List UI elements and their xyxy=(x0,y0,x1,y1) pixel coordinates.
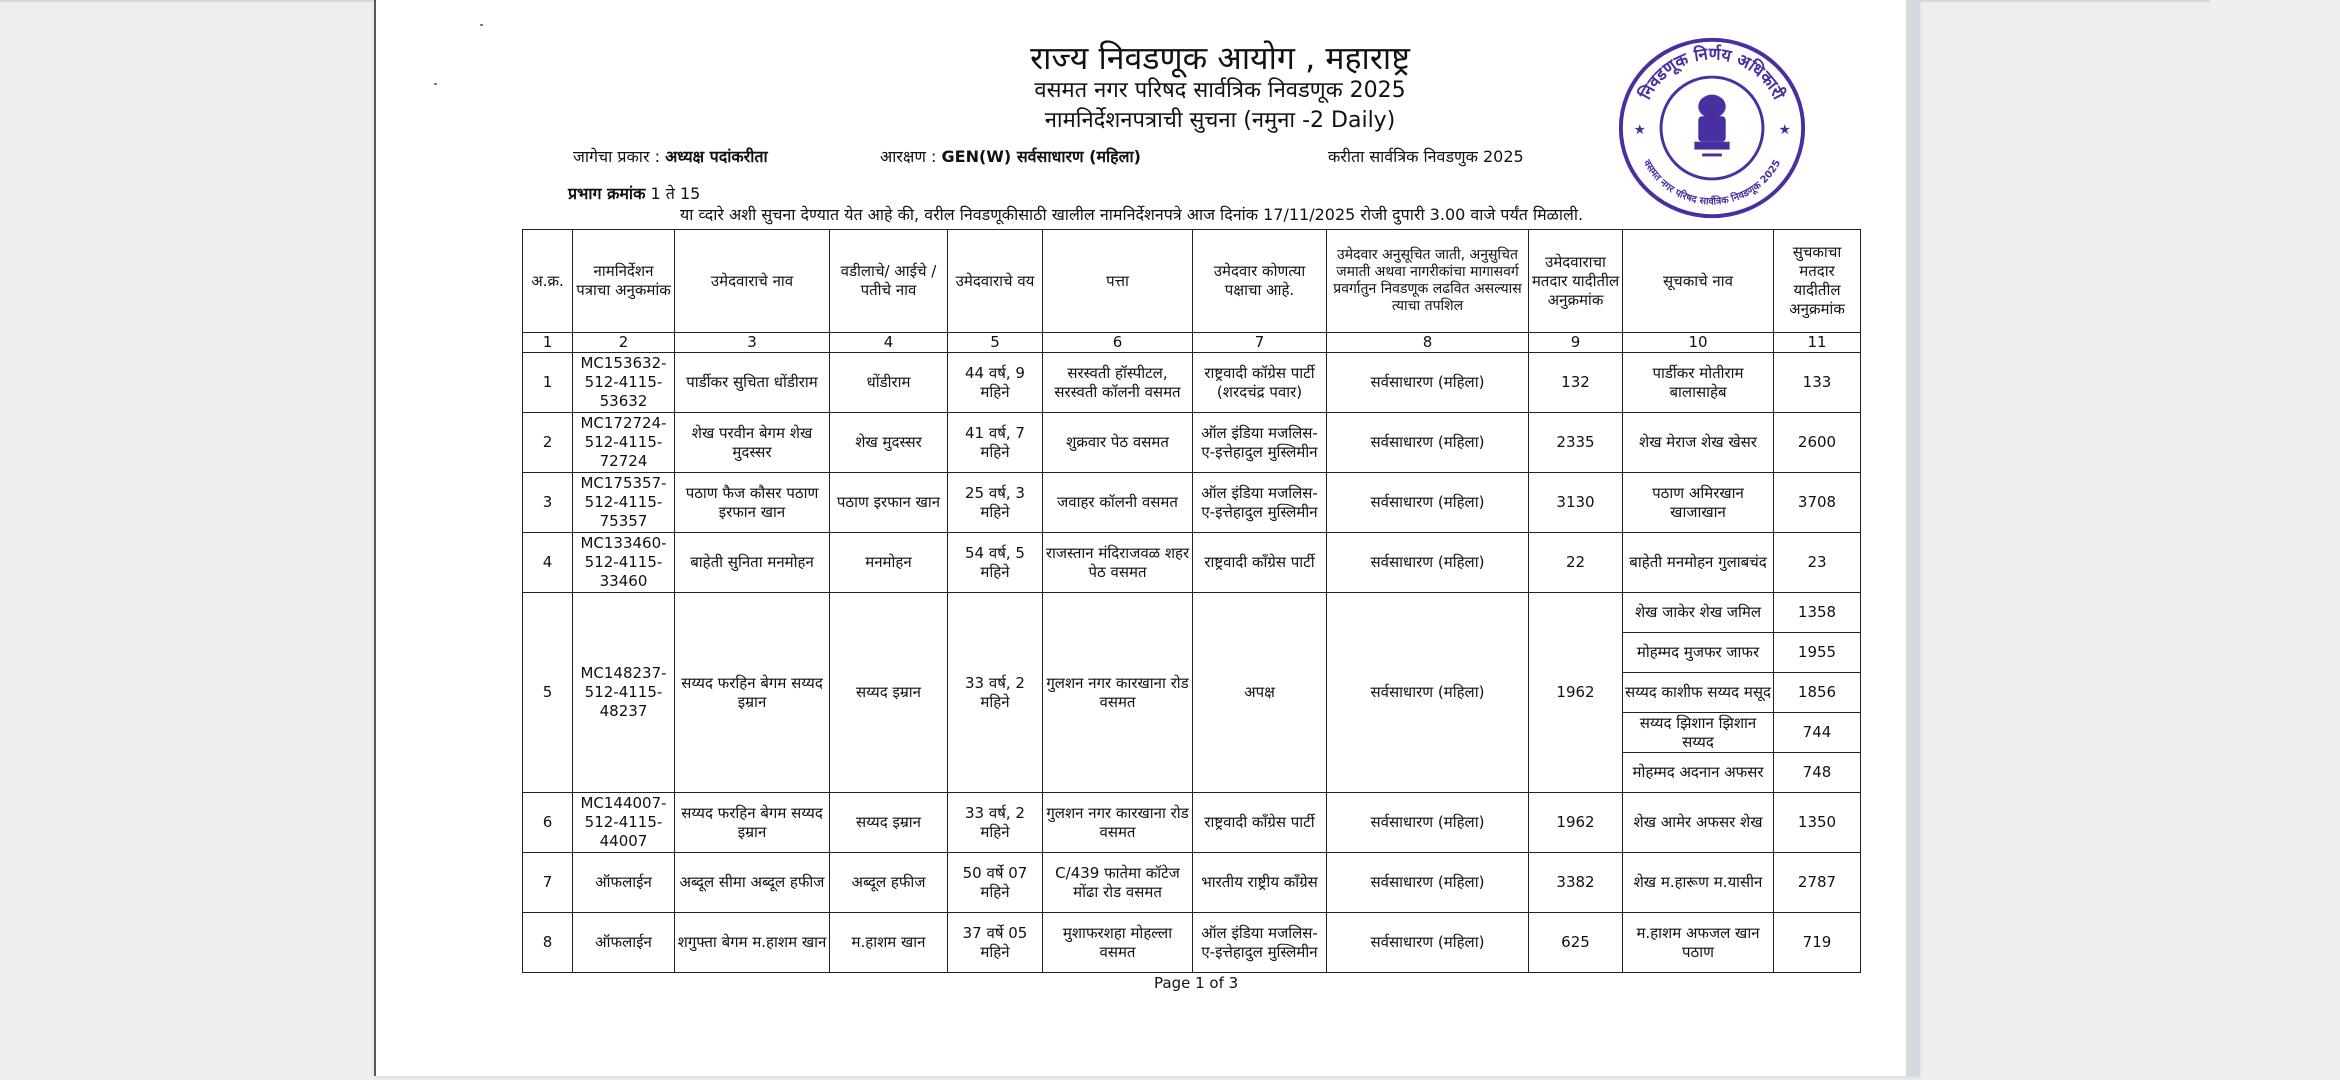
cell-proposer-voter-no: 133 xyxy=(1774,353,1861,413)
cell-address: C/439 फातेमा कॉटेज मोंढा रोड वसमत xyxy=(1043,853,1193,913)
cell-proposer: बाहेती मनमोहन गुलाबचंद xyxy=(1623,533,1774,593)
cell-category: सर्वसाधारण (महिला) xyxy=(1327,853,1529,913)
col-number: 5 xyxy=(948,333,1043,353)
election-officer-seal-icon xyxy=(1614,30,1810,226)
cell-voter-no: 22 xyxy=(1529,533,1623,593)
col-number: 6 xyxy=(1043,333,1193,353)
cell-party: राष्ट्रवादी कॉंग्रेस पार्टी xyxy=(1193,533,1327,593)
seat-type xyxy=(573,146,768,168)
cell-candidate: पठाण फैज कौसर पठाण इरफान खान xyxy=(675,473,830,533)
title-election: वसमत नगर परिषद सार्वत्रिक निवडणूक 2025 xyxy=(1034,78,1406,103)
cell-candidate: पार्डीकर सुचिता धोंडीराम xyxy=(675,353,830,413)
cell-party: अपक्ष xyxy=(1193,593,1327,793)
table-row xyxy=(523,913,1861,973)
col-number: 8 xyxy=(1327,333,1529,353)
cell-relative: मनमोहन xyxy=(830,533,948,593)
seat-type-label: जागेचा प्रकार : xyxy=(573,147,660,166)
table-row xyxy=(523,473,1861,533)
cell-sr: 4 xyxy=(523,533,573,593)
cell-address: सरस्वती हॉस्पीटल, सरस्वती कॉलनी वसमत xyxy=(1043,353,1193,413)
table-row xyxy=(523,533,1861,593)
cell-category: सर्वसाधारण (महिला) xyxy=(1327,353,1529,413)
cell-party: राष्ट्रवादी कॉंग्रेस पार्टी xyxy=(1193,793,1327,853)
cell-age: 37 वर्षे 05 महिने xyxy=(948,913,1043,973)
table-row xyxy=(523,593,1861,633)
cell-proposer: सय्यद काशीफ सय्यद मसूद xyxy=(1623,673,1774,713)
cell-nomination-no: MC175357-512-4115-75357 xyxy=(573,473,675,533)
cell-sr: 2 xyxy=(523,413,573,473)
table-header-row xyxy=(523,230,1861,333)
nomination-table xyxy=(522,229,1861,973)
table-row xyxy=(523,853,1861,913)
cell-relative: पठाण इरफान खान xyxy=(830,473,948,533)
cell-proposer-voter-no: 2787 xyxy=(1774,853,1861,913)
header-address: पत्ता xyxy=(1043,230,1193,333)
cell-party: राष्ट्रवादी कॉग्रेस पार्टी (शरदचंद्र पवार) xyxy=(1193,353,1327,413)
cell-proposer-voter-no: 1856 xyxy=(1774,673,1861,713)
reservation-value: GEN(W) सर्वसाधारण (महिला) xyxy=(941,147,1141,166)
col-number: 7 xyxy=(1193,333,1327,353)
cell-proposer-voter-no: 2600 xyxy=(1774,413,1861,473)
cell-voter-no: 2335 xyxy=(1529,413,1623,473)
table-row xyxy=(523,353,1861,413)
title-commission: राज्य निवडणूक आयोग , महाराष्ट्र xyxy=(1030,39,1410,77)
cell-proposer-voter-no: 23 xyxy=(1774,533,1861,593)
cell-address: शुक्रवार पेठ वसमत xyxy=(1043,413,1193,473)
cell-relative: सय्यद इम्रान xyxy=(830,593,948,793)
cell-proposer: मोहम्मद अदनान अफसर xyxy=(1623,753,1774,793)
election-for: करीता सार्वत्रिक निवडणुक 2025 xyxy=(1328,147,1524,166)
header-candidate: उमेदवाराचे नाव xyxy=(675,230,830,333)
cell-proposer: शेख जाकेर शेख जमिल xyxy=(1623,593,1774,633)
ward-label: प्रभाग क्रमांक xyxy=(568,184,646,203)
cell-address: मुशाफरशहा मोहल्ला वसमत xyxy=(1043,913,1193,973)
cell-category: सर्वसाधारण (महिला) xyxy=(1327,473,1529,533)
cell-candidate: अब्दूल सीमा अब्दूल हफीज xyxy=(675,853,830,913)
cell-category: सर्वसाधारण (महिला) xyxy=(1327,413,1529,473)
column-number-row xyxy=(523,333,1861,353)
header-party: उमेदवार कोणत्या पक्षाचा आहे. xyxy=(1193,230,1327,333)
reservation-label: आरक्षण : xyxy=(880,147,937,166)
page-right-edge xyxy=(1906,0,1920,1076)
cell-nomination-no: ऑफलाईन xyxy=(573,913,675,973)
cell-age: 33 वर्ष, 2 महिने xyxy=(948,793,1043,853)
col-number: 9 xyxy=(1529,333,1623,353)
cell-proposer: शेख आमेर अफसर शेख xyxy=(1623,793,1774,853)
cell-relative: धोंडीराम xyxy=(830,353,948,413)
cell-age: 50 वर्षे 07 महिने xyxy=(948,853,1043,913)
cell-relative: शेख मुदस्सर xyxy=(830,413,948,473)
cell-nomination-no: MC153632-512-4115-53632 xyxy=(573,353,675,413)
table-row xyxy=(523,413,1861,473)
cell-proposer-voter-no: 1358 xyxy=(1774,593,1861,633)
cell-sr: 1 xyxy=(523,353,573,413)
cell-sr: 5 xyxy=(523,593,573,793)
cell-relative: म.हाशम खान xyxy=(830,913,948,973)
notice-text: या व्दारे अशी सुचना देण्यात येत आहे की, वरील निवडणूकीसाठी खालील नामनिर्देशनपत्रे आज दिनांक 17/11/2025 रोजी दुपारी 3.00 वाजे पर्यंत मिळाली. xyxy=(680,205,1584,224)
cell-relative: सय्यद इम्रान xyxy=(830,793,948,853)
cell-proposer: शेख मेराज शेख खेसर xyxy=(1623,413,1774,473)
cell-sr: 7 xyxy=(523,853,573,913)
header-relative: वडीलाचे/ आईचे / पतीचे नाव xyxy=(830,230,948,333)
cell-nomination-no: MC148237-512-4115-48237 xyxy=(573,593,675,793)
scan-speck xyxy=(434,83,437,85)
cell-sr: 8 xyxy=(523,913,573,973)
cell-address: जवाहर कॉलनी वसमत xyxy=(1043,473,1193,533)
col-number: 3 xyxy=(675,333,830,353)
cell-age: 33 वर्ष, 2 महिने xyxy=(948,593,1043,793)
cell-category: सर्वसाधारण (महिला) xyxy=(1327,533,1529,593)
col-number: 2 xyxy=(573,333,675,353)
svg-text:वसमत नगर परिषद सार्वत्रिक निवड: वसमत नगर परिषद सार्वत्रिक निवडणूक 2025 xyxy=(1640,158,1784,208)
reservation xyxy=(880,146,1141,168)
cell-proposer-voter-no: 719 xyxy=(1774,913,1861,973)
table-row xyxy=(523,793,1861,853)
cell-age: 44 वर्ष, 9 महिने xyxy=(948,353,1043,413)
cell-candidate: बाहेती सुनिता मनमोहन xyxy=(675,533,830,593)
cell-nomination-no: MC172724-512-4115-72724 xyxy=(573,413,675,473)
col-number: 1 xyxy=(523,333,573,353)
cell-party: ऑल इंडिया मजलिस-ए-इत्तेहादुल मुस्लिमीन xyxy=(1193,913,1327,973)
cell-address: गुलशन नगर कारखाना रोड वसमत xyxy=(1043,793,1193,853)
header-proposer: सूचकाचे नाव xyxy=(1623,230,1774,333)
svg-text:निवडणूक निर्णय अधिकारी: निवडणूक निर्णय अधिकारी xyxy=(1635,44,1789,103)
cell-voter-no: 3382 xyxy=(1529,853,1623,913)
cell-proposer: पार्डीकर मोतीराम बालासाहेब xyxy=(1623,353,1774,413)
cell-proposer-voter-no: 748 xyxy=(1774,753,1861,793)
cell-candidate: शेख परवीन बेगम शेख मुदस्सर xyxy=(675,413,830,473)
cell-age: 41 वर्ष, 7 महिने xyxy=(948,413,1043,473)
header-voter-no: उमेदवाराचा मतदार यादीतील अनुक्रमांक xyxy=(1529,230,1623,333)
cell-voter-no: 1962 xyxy=(1529,593,1623,793)
cell-age: 25 वर्ष, 3 महिने xyxy=(948,473,1043,533)
cell-nomination-no: MC144007-512-4115-44007 xyxy=(573,793,675,853)
cell-nomination-no: MC133460-512-4115-33460 xyxy=(573,533,675,593)
cell-party: ऑल इंडिया मजलिस-ए-इत्तेहादुल मुस्लिमीन xyxy=(1193,473,1327,533)
cell-sr: 6 xyxy=(523,793,573,853)
cell-proposer-voter-no: 1350 xyxy=(1774,793,1861,853)
cell-proposer-voter-no: 744 xyxy=(1774,713,1861,753)
header-nomination-no: नामनिर्देशन पत्राचा अनुकमांक xyxy=(573,230,675,333)
cell-address: गुलशन नगर कारखाना रोड वसमत xyxy=(1043,593,1193,793)
header-proposer-voter-no: सुचकाचा मतदार यादीतील अनुक्रमांक xyxy=(1774,230,1861,333)
cell-age: 54 वर्ष, 5 महिने xyxy=(948,533,1043,593)
header-sr: अ.क्र. xyxy=(523,230,573,333)
svg-text:★: ★ xyxy=(1778,121,1791,138)
cell-relative: अब्दूल हफीज xyxy=(830,853,948,913)
svg-text:★: ★ xyxy=(1633,121,1646,138)
ward-value: 1 ते 15 xyxy=(650,184,701,203)
cell-voter-no: 3130 xyxy=(1529,473,1623,533)
cell-voter-no: 1962 xyxy=(1529,793,1623,853)
cell-candidate: सय्यद फरहिन बेगम सय्यद इम्रान xyxy=(675,593,830,793)
col-number: 10 xyxy=(1623,333,1774,353)
header-age: उमेदवाराचे वय xyxy=(948,230,1043,333)
cell-voter-no: 132 xyxy=(1529,353,1623,413)
cell-sr: 3 xyxy=(523,473,573,533)
cell-proposer-voter-no: 1955 xyxy=(1774,633,1861,673)
header-category: उमेदवार अनुसूचित जाती, अनुसुचित जमाती अथवा नागरीकांचा मागासवर्ग प्रवर्गातुन निवडणूक लढवित असल्यास त्याचा तपशिल xyxy=(1327,230,1529,333)
col-number: 4 xyxy=(830,333,948,353)
scan-speck xyxy=(480,24,483,26)
cell-party: भारतीय राष्ट्रीय कॉंग्रेस xyxy=(1193,853,1327,913)
cell-proposer: सय्यद झिशान झिशान सय्यद xyxy=(1623,713,1774,753)
ward-range xyxy=(568,183,700,205)
cell-candidate: सय्यद फरहिन बेगम सय्यद इम्रान xyxy=(675,793,830,853)
cell-proposer: पठाण अमिरखान खाजाखान xyxy=(1623,473,1774,533)
cell-proposer: म.हाशम अफजल खान पठाण xyxy=(1623,913,1774,973)
cell-proposer: मोहम्मद मुजफर जाफर xyxy=(1623,633,1774,673)
col-number: 11 xyxy=(1774,333,1861,353)
cell-proposer-voter-no: 3708 xyxy=(1774,473,1861,533)
cell-nomination-no: ऑफलाईन xyxy=(573,853,675,913)
cell-voter-no: 625 xyxy=(1529,913,1623,973)
title-notice-form: नामनिर्देशनपत्राची सुचना (नमुना -2 Daily) xyxy=(1044,108,1396,133)
cell-party: ऑल इंडिया मजलिस-ए-इत्तेहादुल मुस्लिमीन xyxy=(1193,413,1327,473)
cell-category: सर्वसाधारण (महिला) xyxy=(1327,913,1529,973)
cell-category: सर्वसाधारण (महिला) xyxy=(1327,793,1529,853)
cell-proposer: शेख म.हारूण म.यासीन xyxy=(1623,853,1774,913)
cell-address: राजस्तान मंदिराजवळ शहर पेठ वसमत xyxy=(1043,533,1193,593)
cell-category: सर्वसाधारण (महिला) xyxy=(1327,593,1529,793)
cell-candidate: शगुफ्ता बेगम म.हाशम खान xyxy=(675,913,830,973)
seat-type-value: अध्यक्ष पदांकरीता xyxy=(665,147,768,166)
page-number: Page 1 of 3 xyxy=(1154,974,1239,992)
